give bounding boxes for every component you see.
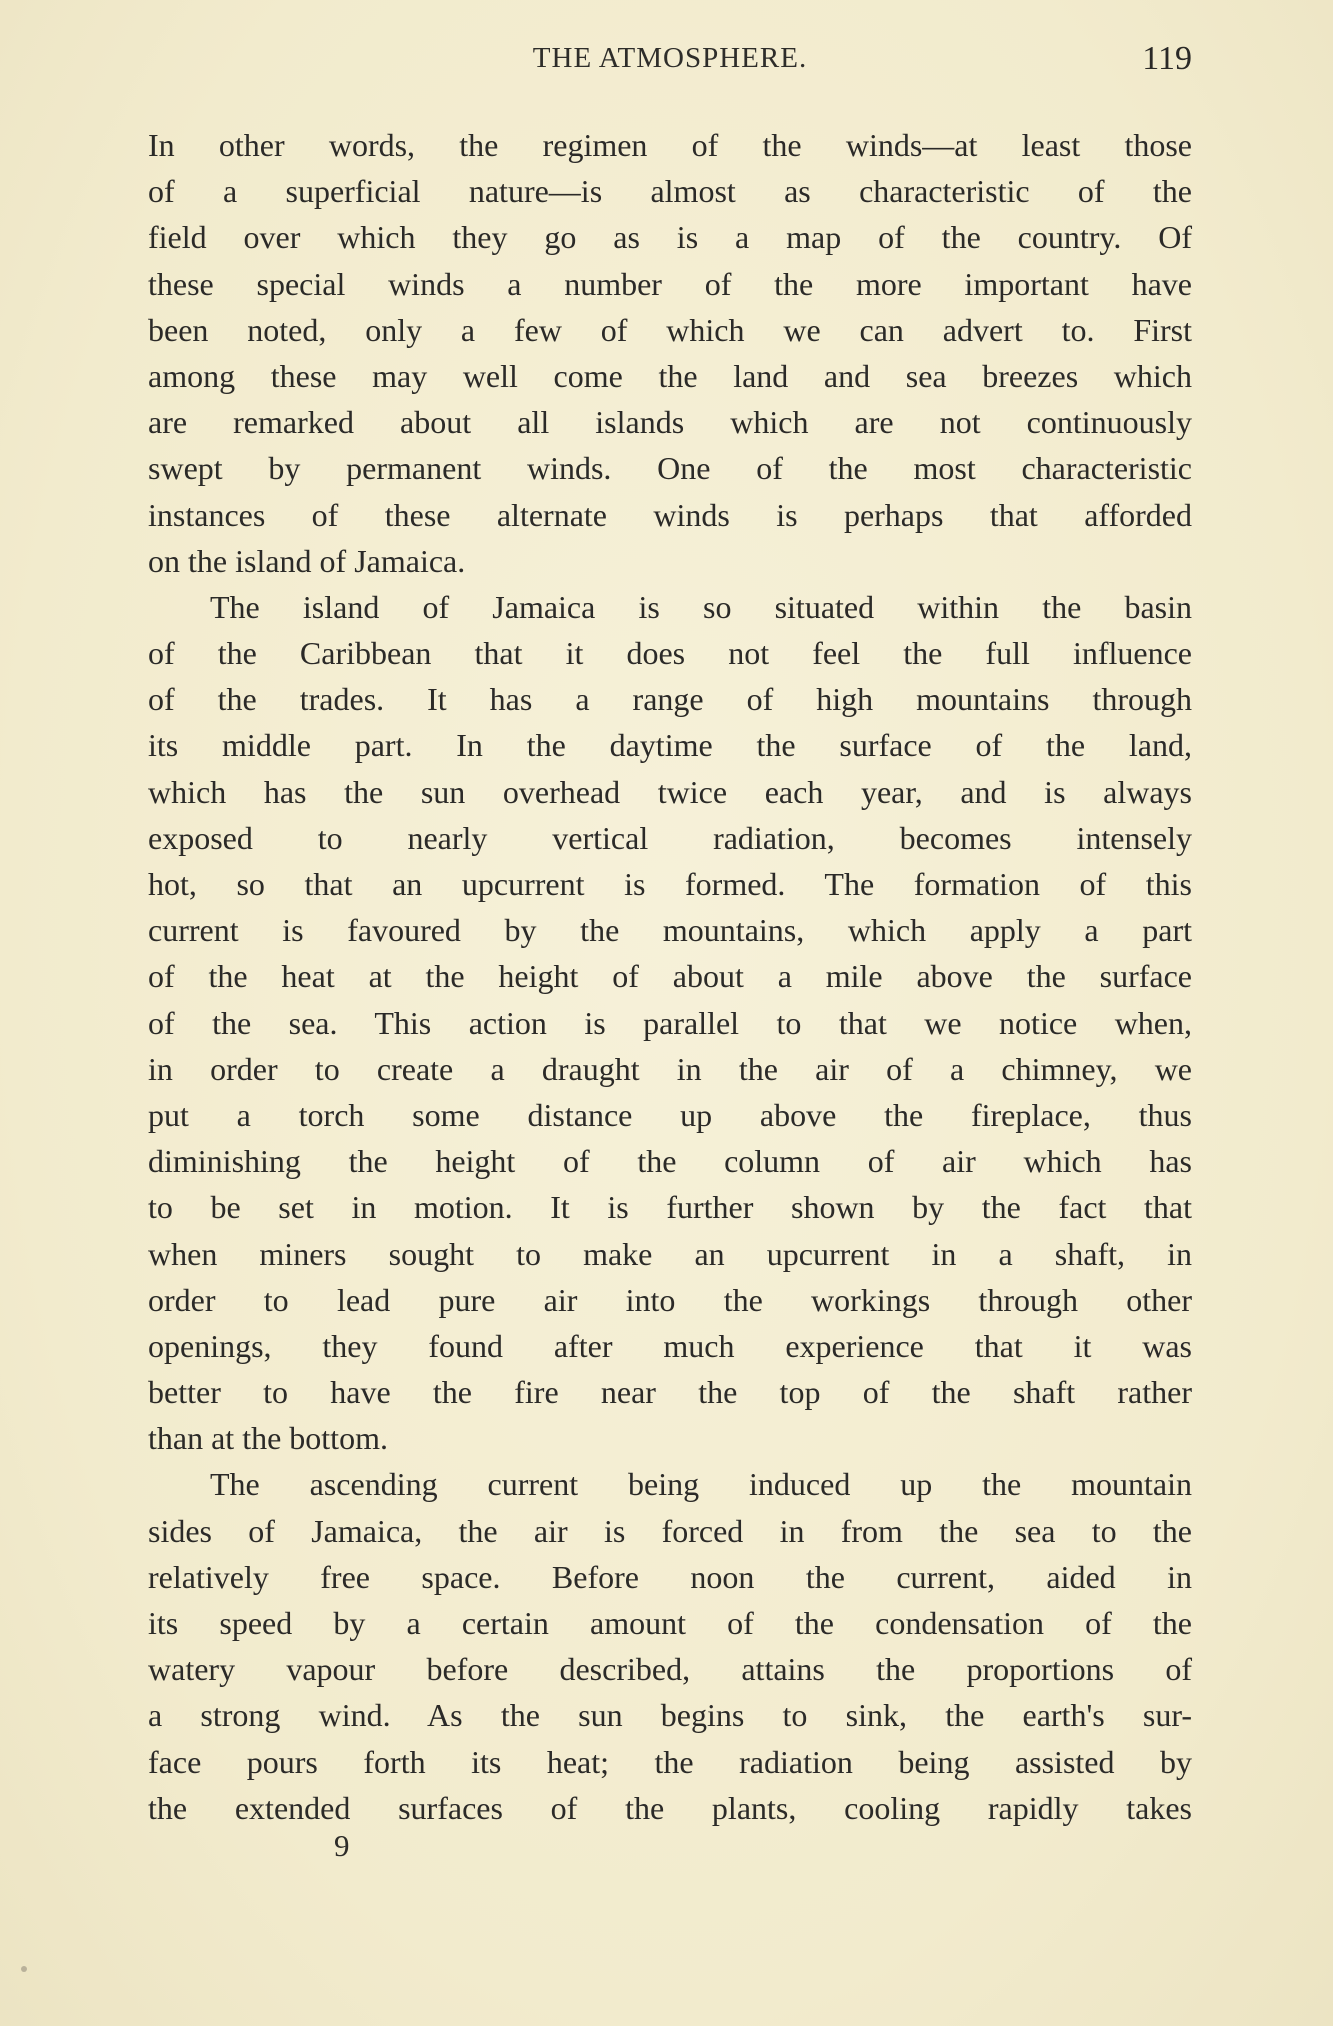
text-line: The island of Jamaica is so situated within the basin (210, 588, 1192, 625)
text-line: The ascending current being induced up the mountain (210, 1466, 1192, 1503)
text-line: order to lead pure air into the workings through other (148, 1281, 1192, 1318)
body-text (148, 122, 1192, 1831)
text-line: to be set in motion. It is further shown by the fact that (148, 1189, 1192, 1226)
text-line: when miners sought to make an upcurrent in a shaft, in (148, 1235, 1192, 1272)
text-line: sides of Jamaica, the air is forced in from the sea to the (148, 1512, 1192, 1549)
running-title: THE ATMOSPHERE. (532, 42, 808, 74)
text-line: better to have the fire near the top of the shaft rather (148, 1374, 1192, 1411)
paragraph (148, 1461, 1192, 1831)
text-line: hot, so that an upcurrent is formed. The formation of this (148, 866, 1192, 902)
text-line: diminishing the height of the column of air which has (148, 1143, 1192, 1180)
text-line: the extended surfaces of the plants, cooling rapidly takes (148, 1789, 1192, 1826)
text-line: a strong wind. As the sun begins to sink, the earth's sur- (148, 1697, 1192, 1734)
text-line: these special winds a number of the more important have (148, 265, 1192, 302)
text-line: than at the bottom. (148, 1420, 388, 1457)
text-line: field over which they go as is a map of the country. Of (148, 219, 1192, 256)
text-line: are remarked about all islands which are not continuously (148, 404, 1192, 441)
text-line: exposed to nearly vertical radiation, becomes intensely (148, 819, 1192, 856)
text-line: swept by permanent winds. One of the most characteristic (148, 450, 1192, 487)
signature-mark: 9 (334, 1828, 350, 1863)
text-line: current is favoured by the mountains, which apply a part (148, 912, 1192, 949)
text-line: instances of these alternate winds is perhaps that afforded (148, 496, 1192, 533)
text-line: face pours forth its heat; the radiation being assisted by (148, 1743, 1192, 1780)
text-line: In other words, the regimen of the winds—at least those (148, 127, 1192, 163)
text-line: among these may well come the land and sea breezes which (148, 357, 1192, 394)
text-line: of a superficial nature—is almost as characteristic of the (148, 173, 1192, 210)
text-line: its speed by a certain amount of the condensation of the (148, 1605, 1192, 1641)
running-head (148, 42, 1192, 92)
text-line: in order to create a draught in the air of a chimney, we (148, 1050, 1192, 1087)
paper-speck (21, 1966, 27, 1972)
text-line: on the island of Jamaica. (148, 542, 466, 579)
text-line: openings, they found after much experience that it was (148, 1327, 1192, 1364)
text-line: of the trades. It has a range of high mountains through (148, 681, 1192, 718)
paragraph (148, 584, 1192, 1462)
text-line: put a torch some distance up above the fireplace, thus (148, 1096, 1192, 1133)
paragraph (148, 122, 1192, 584)
text-line: relatively free space. Before noon the current, aided in (148, 1558, 1192, 1595)
text-line: of the sea. This action is parallel to that we notice when, (148, 1004, 1192, 1041)
text-line: of the heat at the height of about a mile above the surface (148, 958, 1192, 995)
text-line: of the Caribbean that it does not feel the full influence (148, 635, 1192, 672)
text-line: its middle part. In the daytime the surface of the land, (148, 727, 1192, 764)
text-line: been noted, only a few of which we can advert to. First (148, 311, 1192, 348)
page-number: 119 (1142, 40, 1192, 77)
text-line: watery vapour before described, attains the proportions of (148, 1651, 1192, 1688)
text-line: which has the sun overhead twice each year, and is always (148, 773, 1192, 810)
